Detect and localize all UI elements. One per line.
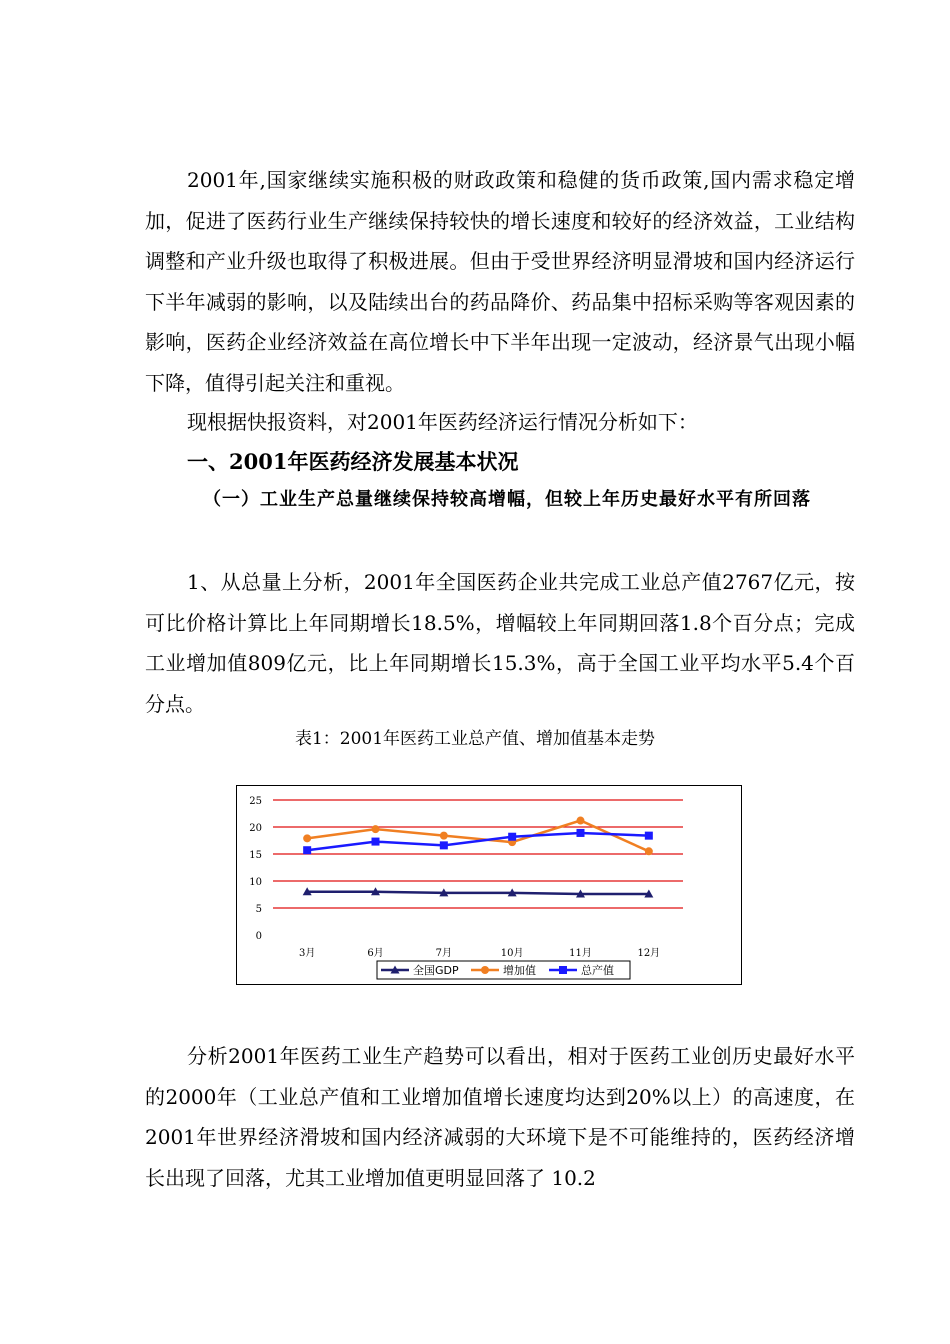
- y-tick-label: 25: [249, 796, 262, 807]
- series-1-point: [645, 847, 653, 855]
- y-tick-label: 15: [249, 850, 262, 861]
- analysis-paragraph: 分析2001年医药工业生产趋势可以看出，相对于医药工业创历史最好水平的2000年（工业总产值和工业增加值增长速度均达到20%以上）的高速度，在2001年世界经济滑坡和国内经济减弱的大环境下是不可能维持的，医药经济增长出现了回落，尤其工业增加值更明显回落了 10.2: [145, 1044, 855, 1190]
- line-chart: [236, 785, 742, 985]
- series-2-point: [440, 841, 448, 849]
- item-paragraph: 1、从总量上分析，2001年全国医药企业共完成工业总产值2767亿元，按可比价格计算比上年同期增长18.5%，增幅较上年同期回落1.8个百分点；完成工业增加值809亿元，比上年同期增长15.3%，高于全国工业平均水平5.4个百分点。: [145, 570, 855, 716]
- legend-label: 增加值: [503, 964, 536, 977]
- y-tick-label: 5: [255, 904, 262, 915]
- x-tick-label: 12月: [637, 948, 661, 959]
- x-tick-label: 6月: [367, 948, 384, 959]
- series-1-point: [440, 832, 448, 840]
- series-2-point: [577, 829, 585, 837]
- series-1-point: [303, 834, 311, 842]
- series-1-point: [577, 817, 585, 825]
- section-heading: 一、2001年医药经济发展基本状况: [187, 449, 519, 474]
- y-tick-label: 20: [249, 823, 262, 834]
- x-tick-label: 11月: [569, 948, 592, 959]
- legend-label: 全国GDP: [413, 964, 459, 977]
- chart-canvas: [237, 786, 741, 984]
- legend-label: 总产值: [581, 964, 614, 977]
- series-2-point: [303, 846, 311, 854]
- subsection-heading: （一）工业生产总量继续保持较高增幅，但较上年历史最好水平有所回落: [203, 489, 811, 510]
- y-tick-label: 0: [255, 931, 262, 942]
- series-2-point: [372, 838, 380, 846]
- legend-point: [481, 966, 489, 974]
- series-1-line: [307, 821, 649, 852]
- x-tick-label: 3月: [298, 948, 316, 959]
- lead-paragraph: 现根据快报资料，对2001年医药经济运行情况分析如下：: [187, 410, 698, 434]
- series-2-point: [508, 833, 516, 841]
- x-tick-label: 10月: [500, 948, 524, 959]
- legend-point: [559, 966, 567, 974]
- series-2-line: [307, 833, 649, 850]
- y-tick-label: 10: [249, 877, 262, 888]
- x-tick-label: 7月: [435, 948, 453, 959]
- table-caption: 表1：2001年医药工业总产值、增加值基本走势: [294, 729, 656, 749]
- series-1-point: [372, 825, 380, 833]
- series-2-point: [645, 832, 653, 840]
- intro-paragraph: 2001年,国家继续实施积极的财政政策和稳健的货币政策,国内需求稳定增加，促进了医药行业生产继续保持较快的增长速度和较好的经济效益，工业结构调整和产业升级也取得了积极进展。但由于受世界经济明显滑坡和国内经济运行下半年减弱的影响，以及陆续出台的药品降价、药品集中招标采购等客观因素的影响，医药企业经济效益在高位增长中下半年出现一定波动，经济景气出现小幅下降，值得引起关注和重视。: [145, 168, 855, 395]
- series-0-line: [307, 892, 649, 894]
